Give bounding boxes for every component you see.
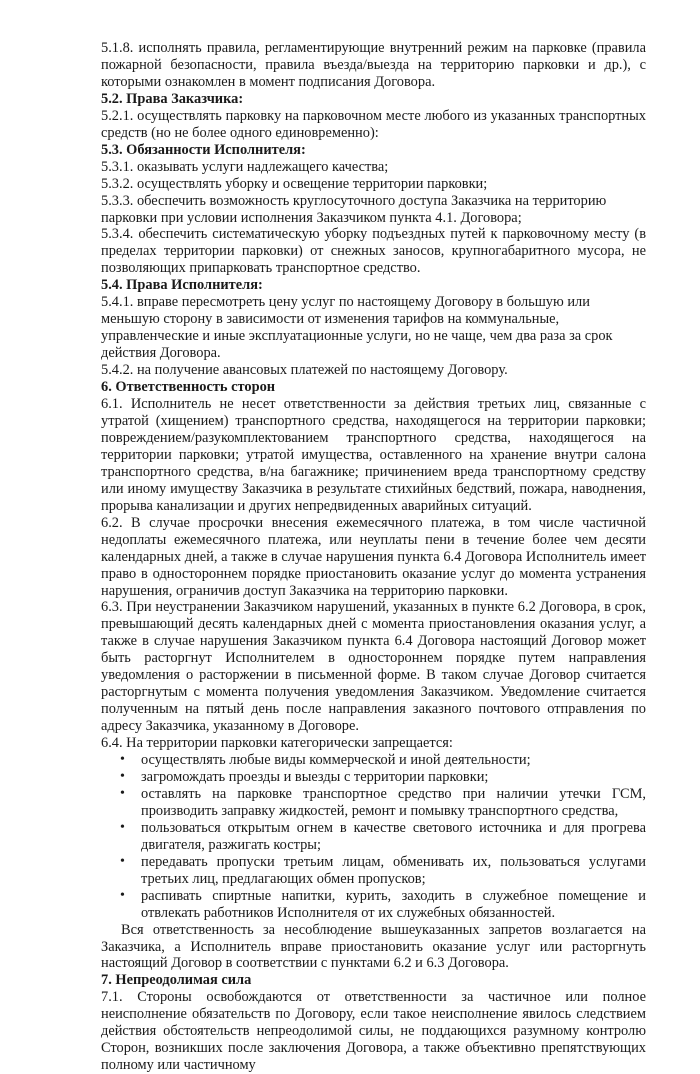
heading-5-4-contractor-rights: 5.4. Права Исполнителя: (101, 277, 263, 294)
list-item (101, 854, 646, 888)
list-item (101, 888, 646, 922)
liability-summary-paragraph: Вся ответственность за несоблюдение вышеуказанных запретов возлагается на Заказчика, а Исполнитель вправе приостановить оказание услуг или расторгнуть настоящий Договор в соответствии с пунктами 6.2 и 6.3 Договора. (101, 921, 646, 972)
bullet-icon: • (120, 768, 125, 784)
list-item-text: загромождать проезды и выезды с территории парковки; (141, 768, 489, 785)
bullet-icon: • (120, 785, 125, 801)
list-item-text: пользоваться открытым огнем в качестве светового источника и для прогрева двигателя, разжигать костры; (141, 819, 646, 853)
clause-7-1: 7.1. Стороны освобождаются от ответственности за частичное или полное неисполнение обязательств по Договору, если такое неисполнение явилось следствием действия обстоятельств непреодолимой силы, не поддающихся разумному контролю Сторон, возникших после заключения Договора, а также объективно препятствующих полному или частичному (101, 989, 646, 1074)
list-item-text: передавать пропуски третьим лицам, обменивать их, пользоваться услугами третьих лиц, предлагающих обмен пропусков; (141, 853, 646, 887)
bullet-icon: • (120, 853, 125, 869)
clause-5-2-1: 5.2.1. осуществлять парковку на парковочном месте любого из указанных транспортных средств (но не более одного единовременно): (101, 107, 646, 141)
list-item-text: осуществлять любые виды коммерческой и иной деятельности; (141, 752, 531, 769)
heading-5-2-customer-rights: 5.2. Права Заказчика: (101, 90, 244, 107)
bullet-icon: • (120, 887, 125, 903)
list-item (101, 786, 646, 820)
list-item (101, 752, 646, 769)
clause-5-3-3: 5.3.3. обеспечить возможность круглосуточного доступа Заказчика на территорию парковки при условии исполнения Заказчиком пункта 4.1. Договора; (101, 192, 607, 226)
bullet-icon: • (120, 752, 125, 768)
list-item-text: оставлять на парковке транспортное средство при наличии утечки ГСМ, производить заправку жидкостей, ремонт и помывку транспортного средства, (141, 785, 646, 819)
document-page (101, 40, 646, 1074)
heading-6-liability: 6. Ответственность сторон (101, 379, 276, 396)
list-item (101, 820, 646, 854)
clause-5-4-1: 5.4.1. вправе пересмотреть цену услуг по настоящему Договору в большую или меньшую сторону в зависимости от изменения тарифов на коммунальные, управленческие и иные эксплуатационные услуги, но не чаще, чем два раза за срок действия Договора. (101, 294, 613, 362)
list-item (101, 769, 646, 786)
clause-5-3-4: 5.3.4. обеспечить систематическую уборку подъездных путей к парковочному месту (в пределах территории парковки) от снежных заносов, крупногабаритного мусора, не позволяющих припарковать транспортное средство. (101, 226, 646, 277)
clause-5-3-2: 5.3.2. осуществлять уборку и освещение территории парковки; (101, 175, 488, 192)
clause-6-2: 6.2. В случае просрочки внесения ежемесячного платежа, в том числе частичной недоплаты ежемесячного платежа, или неуплаты пени в течение более чем десяти календарных дней, а также в случае нарушения пункта 6.4 Договора Исполнитель имеет право в одностороннем порядке приостановить оказание услуг до момента устранения нарушения, ограничив доступ Заказчика на территорию парковки. (101, 514, 646, 599)
clause-5-1-8: 5.1.8. исполнять правила, регламентирующие внутренний режим на парковке (правила пожарной безопасности, правила въезда/выезда на территорию парковки и др.), с которыми ознакомлен в момент подписания Договора. (101, 40, 646, 90)
clause-6-1: 6.1. Исполнитель не несет ответственности за действия третьих лиц, связанные с утратой (хищением) транспортного средства, находящегося на территории парковки; повреждением/разукомплектованием транспортного средства, находящегося на территории парковки; утратой имущества, оставленного на хранение внутри салона транспортного средства, в/на багажнике; причинением вреда транспортному средству или иному имуществу Заказчика в результате стихийных бедствий, пожара, наводнения, прорыва канализации и других непредвиденных аварийных ситуаций. (101, 396, 646, 514)
heading-5-3-contractor-obligations: 5.3. Обязанности Исполнителя: (101, 141, 306, 158)
list-item-text: распивать спиртные напитки, курить, заходить в служебное помещение и отвлекать работников Исполнителя от их служебных обязанностей. (141, 887, 646, 921)
bullet-icon: • (120, 819, 125, 835)
clause-5-3-1: 5.3.1. оказывать услуги надлежащего качества; (101, 158, 389, 175)
clause-6-3: 6.3. При неустранении Заказчиком нарушений, указанных в пункте 6.2 Договора, в срок, превышающий десять календарных дней с момента приостановления оказания услуг, а также в случае нарушения Заказчиком пункта 6.4 Договора настоящий Договор может быть расторгнут Исполнителем в одностороннем порядке путем направления уведомления о расторжении в письменной форме. В таком случае Договор считается расторгнутым с момента получения уведомления Заказчиком. Уведомление считается полученным на пятый день после направления заказного почтового отправления по адресу Заказчика, указанному в Договоре. (101, 599, 646, 735)
prohibitions-list (101, 752, 646, 922)
clause-5-4-2: 5.4.2. на получение авансовых платежей по настоящему Договору. (101, 362, 508, 379)
clause-6-4: 6.4. На территории парковки категорически запрещается: (101, 735, 453, 752)
heading-7-force-majeure: 7. Непреодолимая сила (101, 972, 252, 989)
